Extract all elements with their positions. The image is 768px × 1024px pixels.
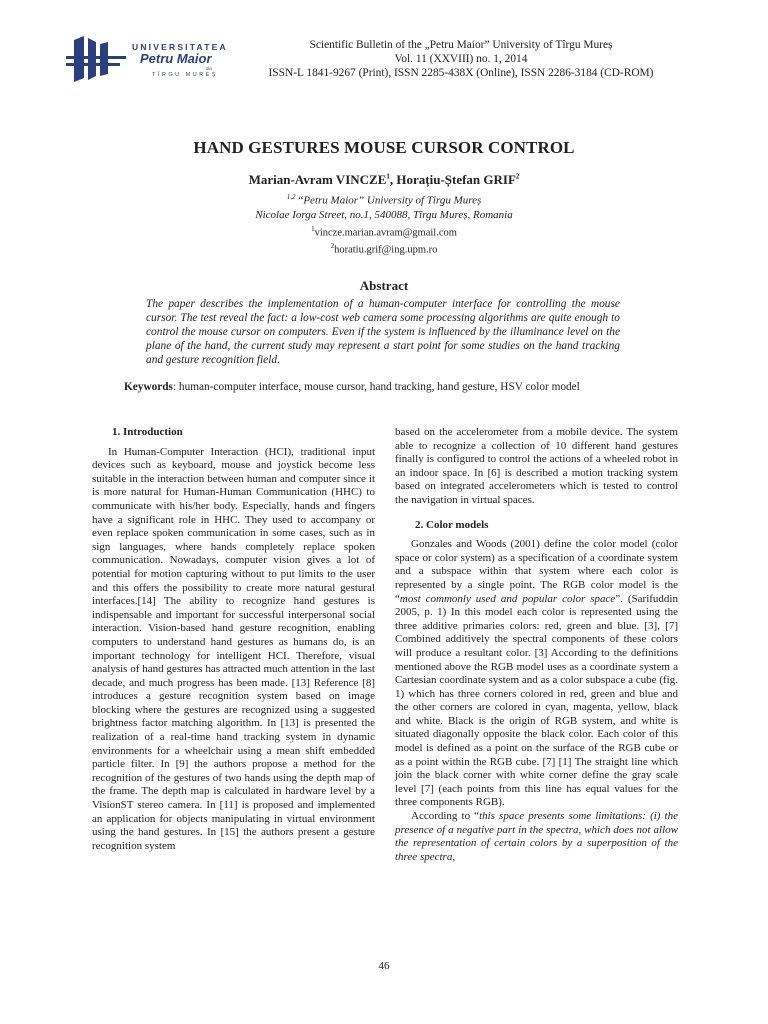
- author-2: Horațiu-Ștefan GRIF: [396, 172, 516, 187]
- affiliation: [0, 190, 768, 222]
- color-models-paragraph-2: [395, 810, 678, 864]
- page-number: 46: [378, 960, 390, 972]
- keywords-text: : human-computer interface, mouse cursor, hand tracking, hand gesture, HSV color model: [172, 381, 580, 393]
- keywords: [124, 380, 684, 394]
- email-list: [0, 223, 768, 256]
- university-logo: [66, 36, 238, 86]
- color-models-paragraph-1: [395, 538, 678, 810]
- journal-header: [226, 38, 696, 80]
- logo-text-petru-maior: Petru Maior: [140, 51, 212, 66]
- journal-volume: Vol. 11 (XXVIII) no. 1, 2014: [394, 53, 528, 65]
- email-2[interactable]: horatiu.grif@ing.upm.ro: [334, 244, 438, 255]
- column-left: [92, 426, 375, 853]
- color-models-p2-text-a: According to “: [411, 810, 480, 823]
- journal-name: Scientific Bulletin of the „Petru Maior” University of Tîrgu Mureș: [309, 39, 613, 51]
- column-right: [395, 426, 678, 864]
- color-models-p1-italic: most commonly used and popular color space: [399, 592, 616, 605]
- email-1-sup: 1: [311, 225, 315, 233]
- keywords-label: Keywords: [124, 381, 173, 393]
- email-1[interactable]: vincze.marian.avram@gmail.com: [314, 227, 457, 239]
- affiliation-line-2: Nicolae Iorga Street, no.1, 540088, Tîrgu Mureș, Romania: [255, 208, 513, 221]
- abstract-text: The paper describes the implementation of a human-computer interface for controlling the mouse cursor. The test reveal the fact: a low-cost web camera some processing algorithms are quite enough to control the mouse cursor on computers. Even if the system is influenced by the illuminance level on the plane of the hand, the current study may represent a start point for some studies on the hand tracking and gesture recognition field.: [146, 298, 620, 366]
- author-separator: ,: [389, 172, 397, 187]
- affiliation-line-1: “Petru Maior” University of Tîrgu Mureș: [297, 194, 482, 207]
- logo-text-din: din: [206, 66, 213, 71]
- color-models-p1-text-b: ”. (Sarifuddin 2005, p. 1) In this model each color is represented using the three additive primaries colors: red, green and blue. [3], [7] Combined additively the spectral components of these colors will produce a resultant color. [3] According to the definitions mentioned above the RGB model uses as a coordinate system a Cartesian coordinate system and as a color subspace a cube (fig. 1) which has three corners colored in red, green and blue and the other corners are colored in cyan, magenta, yellow, black and white. Black is the origin of RGB system, and white is situated diagonally opposite the black color. Each color of this model is defined as a point on the surface of the RGB cube or as a point within the RGB cube. [7] [1] The straight line which join the black corner with white corner define the gray scale level [7] (each points from this line has equal values for the three components RGB).: [395, 592, 678, 809]
- color-models-p2-italic: this space presents some limitations: (i) the presence of a negative part in the spectra, which does not allow the representation of certain colors by a superposition of the three spectra,: [395, 810, 678, 863]
- logo-text-universitatea: UNIVERSITATEA: [132, 42, 228, 52]
- color-models-p1-text-a: Gonzales and Woods (2001) define the color model (color space or color system) as a specification of a coordinate system and a subspace within that system where each color is represented by a single point. The RGB color model is the “: [395, 538, 678, 605]
- affiliation-sup: 1,2: [286, 193, 298, 201]
- paper-title: HAND GESTURES MOUSE CURSOR CONTROL: [193, 138, 575, 157]
- section-heading-introduction: 1. Introduction: [112, 426, 183, 438]
- intro-paragraph: In Human-Computer Interaction (HCI), traditional input devices such as keyboard, mouse and joystick become less suitable in the interaction between human and computer since it is more natural for Human-Human Communication (HHC) to communicate with his/her body. Especially, hands and fingers have a significant role in HHC. They used to accompany or even replace spoken communication in some cases, such as in sign languages, where hands completely replace spoken communication. Nowadays, computer vision gives a lot of potential for motion capturing without to put limits to the user and this offers the possibility to create more natural gestural interfaces.[14] The ability to recognize hand gestures is indispensable and important for successful interpersonal social interaction. Vision-based hand gesture recognition, enabling computers to understand hand gestures as humans do, is an important technology for intelligent HCI. Therefore, visual analysis of hand gestures has attracted much attention in the last decade, and much progress has been made. [13] Reference [8] introduces a gesture recognition system based on image blocking where the gestures are recognized using a suggested brightness factor matching algorithm. In [13] is presented the realization of a real-time hand tracking system in dynamic environments for a wheelchair using a mean shift embedded particle filter. In [9] the authors propose a method for the recognition of the gestures of two hands using the depth map of the frame. The depth map is calculated in hardware level by a VisionST stereo camera. In [11] is proposed and implemented an application for objects manipulating in virtual environment using the hand gestures. In [15] the authors present a gesture recognition system: [92, 445, 375, 852]
- logo-mark-icon: [66, 36, 128, 86]
- author-1: Marian-Avram VINCZE: [248, 172, 387, 187]
- section-heading-color-models: 2. Color models: [415, 518, 489, 531]
- author-1-sup: 1: [386, 172, 390, 181]
- intro-paragraph-continued: based on the accelerometer from a mobile device. The system able to recognize a collection of 10 different hand gestures finally is configured to control the actions of a wheeled robot in an indoor space. In [6] is described a motion tracking system based on integrated accelerometers which is tested to control the navigation in virtual spaces.: [395, 426, 678, 506]
- author-2-sup: 2: [515, 172, 520, 181]
- author-list: [0, 172, 768, 188]
- logo-text-tirgu-mures: TÎRGU MUREȘ: [152, 72, 218, 78]
- journal-issn: ISSN-L 1841-9267 (Print), ISSN 2285-438X (Online), ISSN 2286-3184 (CD-ROM): [268, 67, 654, 79]
- email-2-sup: 2: [330, 241, 335, 250]
- abstract-heading: Abstract: [359, 278, 409, 293]
